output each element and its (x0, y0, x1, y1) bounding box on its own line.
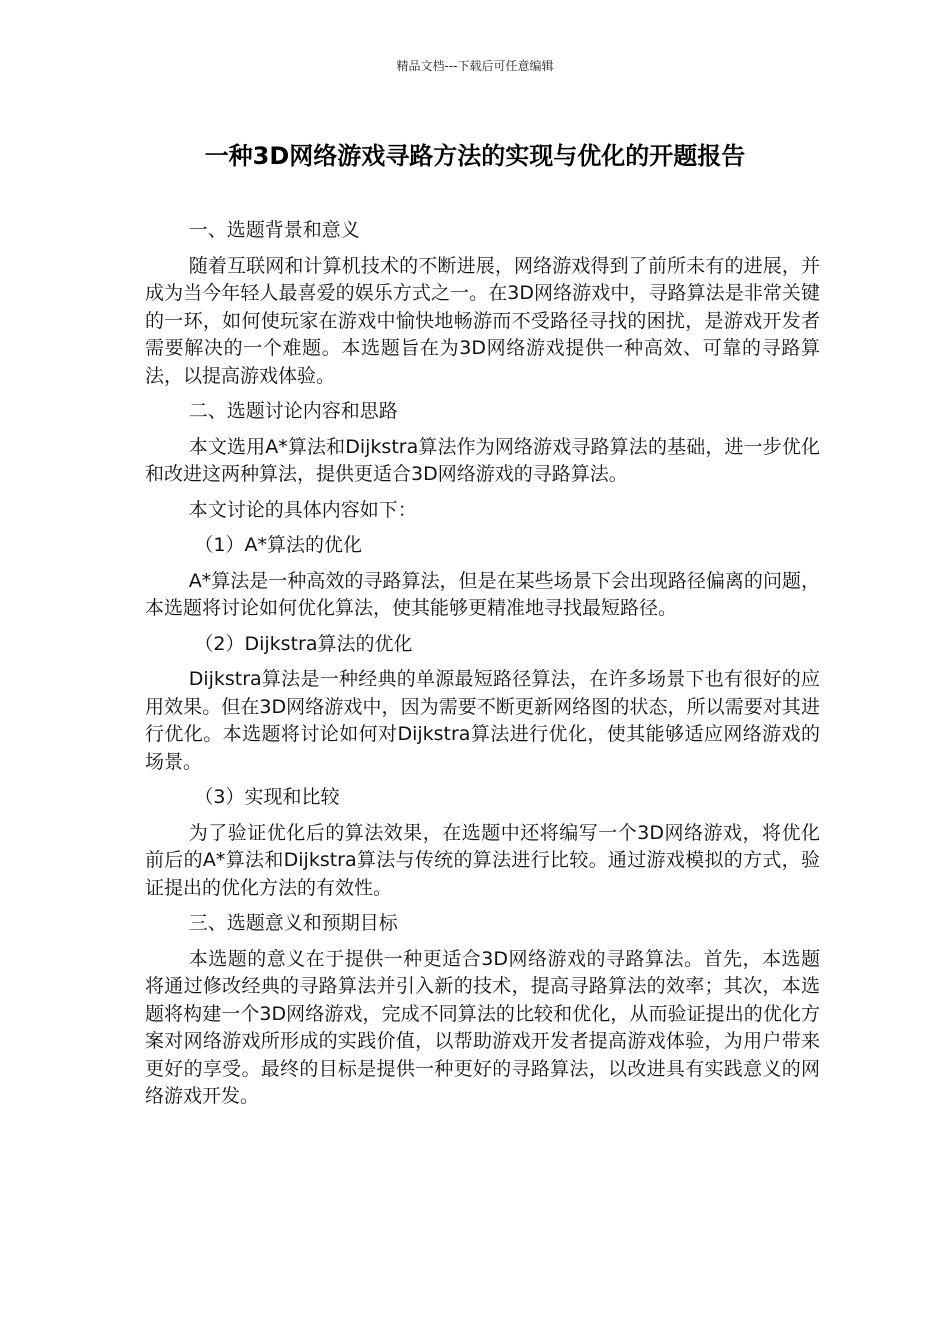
document-body (145, 217, 820, 1119)
subheading-astar: （1）A*算法的优化 (194, 534, 362, 556)
paragraph-content-list-intro: 本文讨论的具体内容如下： (188, 498, 417, 521)
paragraph-significance: 本选题的意义在于提供一种更适合3D网络游戏的寻路算法。首先，本选题将通过修改经典的寻路算法并引入新的技术，提高寻路算法的效率；其次，本选题将构建一个3D网络游戏，完成不同算法的比较和优化，从而验证提出的优化方案对网络游戏所形成的实践价值，以帮助游戏开发者提高游戏体验，为用户带来更好的享受。最终的目标是提供一种更好的寻路算法，以改进具有实践意义的网络游戏开发。 (145, 947, 820, 1107)
page-header: 精品文档---下载后可任意编辑 (396, 59, 554, 73)
paragraph-background: 随着互联网和计算机技术的不断进展，网络游戏得到了前所未有的进展，并成为当今年轻人最喜爱的娱乐方式之一。在3D网络游戏中，寻路算法是非常关键的一环，如何使玩家在游戏中愉快地畅游而不受路径寻找的困扰，是游戏开发者需要解决的一个难题。本选题旨在为3D网络游戏提供一种高效、可靠的寻路算法，以提高游戏体验。 (145, 254, 820, 387)
paragraph-astar: A*算法是一种高效的寻路算法，但是在某些场景下会出现路径偏离的问题，本选题将讨论如何优化算法，使其能够更精准地寻找最短路径。 (145, 569, 820, 619)
paragraph-content-intro: 本文选用A*算法和Dijkstra算法作为网络游戏寻路算法的基础，进一步优化和改进这两种算法，提供更适合3D网络游戏的寻路算法。 (145, 435, 820, 485)
subheading-dijkstra: （2）Dijkstra算法的优化 (194, 632, 413, 655)
paragraph-dijkstra: Dijkstra算法是一种经典的单源最短路径算法，在许多场景下也有很好的应用效果。但在3D网络游戏中，因为需要不断更新网络图的状态，所以需要对其进行优化。本选题将讨论如何对Dijkstra算法进行优化，使其能够适应网络游戏的场景。 (145, 668, 820, 773)
document-title: 一种3D网络游戏寻路方法的实现与优化的开题报告 (204, 142, 746, 170)
section-heading-content: 二、选题讨论内容和思路 (188, 400, 398, 422)
section-heading-background: 一、选题背景和意义 (188, 219, 360, 241)
section-heading-significance: 三、选题意义和预期目标 (188, 912, 398, 934)
subheading-implementation: （3）实现和比较 (194, 786, 340, 808)
paragraph-implementation: 为了验证优化后的算法效果，在选题中还将编写一个3D网络游戏，将优化前后的A*算法和Dijkstra算法与传统的算法进行比较。通过游戏模拟的方式，验证提出的优化方法的有效性。 (145, 821, 820, 899)
